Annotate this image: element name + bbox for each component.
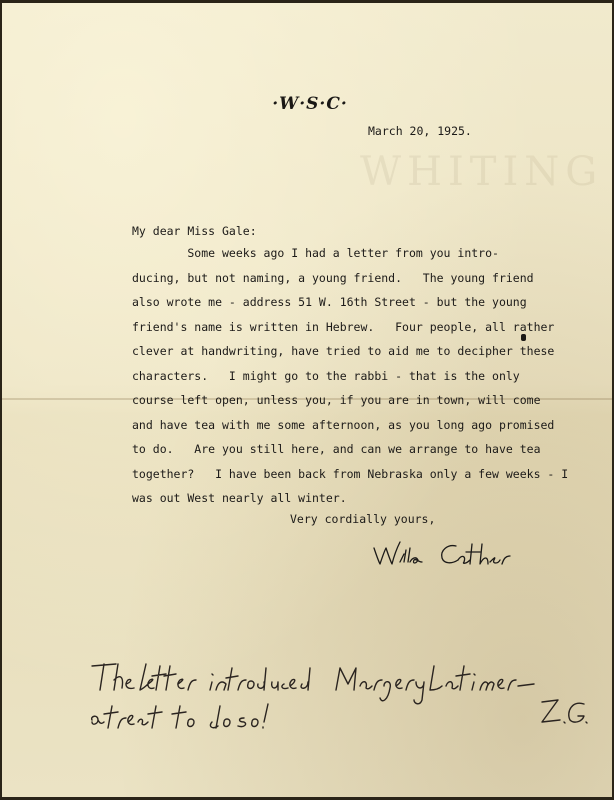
- signature-drawing: [370, 534, 540, 574]
- letterhead-monogram: ·W·S·C·: [272, 94, 348, 114]
- scan-edge-left: [0, 0, 2, 800]
- body-line: to do. Are you still here, and can we arrange to have tea: [132, 442, 541, 456]
- body-line: ducing, but not naming, a young friend. The young friend: [132, 270, 534, 285]
- closing: Very cordially yours,: [290, 512, 436, 526]
- letterhead-watermark: [360, 149, 604, 195]
- handwritten-annotation: [88, 660, 588, 744]
- body-line: friend's name is written in Hebrew. Four people, all rather: [132, 319, 555, 334]
- body-line: Some weeks ago I had a letter from you intro-: [132, 246, 499, 260]
- body-line: characters. I might go to the rabbi - that is the only: [132, 368, 520, 383]
- body-line: together? I have been back from Nebraska only a few weeks - I: [132, 466, 569, 481]
- body-line: course left open, unless you, if you are in town, will come: [132, 393, 541, 407]
- body-line: was out West nearly all winter.: [132, 491, 347, 505]
- letter-date: March 20, 1925.: [368, 124, 472, 138]
- watermark-text: WHITING: [360, 149, 604, 195]
- body-line: also wrote me - address 51 W. 16th Street - but the young: [132, 295, 527, 309]
- handwritten-signature: [370, 534, 540, 578]
- body-line: clever at handwriting, have tried to aid me to decipher these: [132, 344, 555, 358]
- letter-body: [132, 241, 569, 511]
- handwritten-annotation-drawing: [88, 660, 588, 740]
- body-line: and have tea with me some afternoon, as you long ago promised: [132, 417, 555, 432]
- scan-edge-top: [0, 0, 614, 3]
- salutation: My dear Miss Gale:: [132, 224, 257, 238]
- ink-mark: [521, 334, 526, 341]
